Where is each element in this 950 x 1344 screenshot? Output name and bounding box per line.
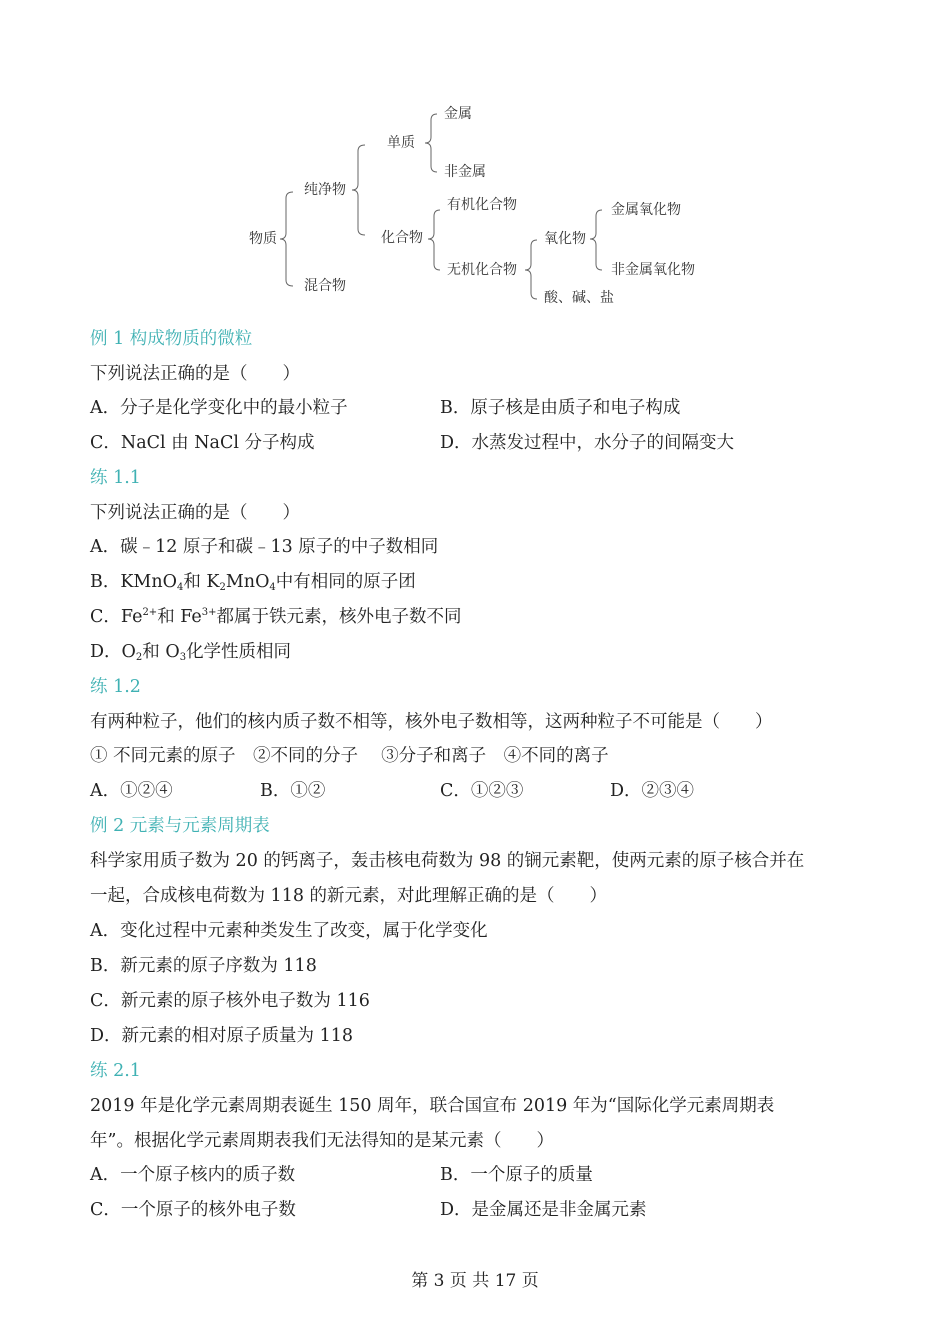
- tree-node-wuzhi: 物质: [249, 231, 277, 247]
- example-1-heading: 例 1 构成物质的微粒: [90, 329, 253, 349]
- option-c: C．①②③: [440, 781, 524, 801]
- tree-node-wuji: 无机化合物: [447, 262, 517, 278]
- example-1-options-cd: [90, 432, 950, 454]
- practice-1-2-options: [90, 780, 950, 802]
- practice-2-1-stem-line-1: 2019 年是化学元素周期表诞生 150 周年，联合国宣布 2019 年为“国际化学元素周期表: [90, 1096, 775, 1116]
- tree-node-feijinshu-yanghuawu: 非金属氧化物: [611, 262, 695, 278]
- practice-1-2-stem: 有两种粒子，他们的核内质子数不相等，核外电子数相等，这两种粒子不可能是（ ）: [90, 712, 773, 732]
- practice-1-2-items: ① 不同元素的原子 ②不同的分子 ③分子和离子 ④不同的离子: [90, 746, 609, 766]
- practice-2-1-options-ab: [90, 1164, 950, 1186]
- option-b: B．一个原子的质量: [440, 1165, 593, 1185]
- option-b: B．原子核是由质子和电子构成: [440, 398, 681, 418]
- option-b: B．新元素的原子序数为 118: [90, 956, 317, 976]
- practice-2-1-options-cd: [90, 1199, 950, 1221]
- tree-node-chunjingwu: 纯净物: [304, 182, 346, 198]
- option-b: B．①②: [260, 781, 326, 801]
- practice-1-2-heading: 练 1.2: [90, 677, 141, 697]
- tree-node-hunhewu: 混合物: [304, 278, 346, 294]
- practice-2-1-heading: 练 2.1: [90, 1061, 141, 1081]
- option-d: D．水蒸发过程中，水分子的间隔变大: [440, 433, 735, 453]
- practice-1-1-stem: 下列说法正确的是（ ）: [90, 503, 300, 523]
- example-2-stem-line-2: 一起，合成核电荷数为 118 的新元素，对此理解正确的是（ ）: [90, 886, 608, 906]
- tree-node-jinshu-yanghuawu: 金属氧化物: [611, 202, 681, 218]
- example-2-heading: 例 2 元素与元素周期表: [90, 816, 270, 836]
- tree-node-yanghuawu: 氧化物: [544, 231, 586, 247]
- tree-node-suan-jian-yan: 酸、碱、盐: [544, 290, 614, 306]
- option-a: A．分子是化学变化中的最小粒子: [90, 398, 348, 418]
- tree-node-jinshu: 金属: [444, 106, 472, 122]
- practice-2-1-stem-line-2: 年”。根据化学元素周期表我们无法得知的是某元素（ ）: [90, 1131, 554, 1151]
- tree-node-feijinshu: 非金属: [444, 164, 486, 180]
- page-footer: 第 3 页 共 17 页: [411, 1271, 539, 1291]
- option-a: A．碳﹣12 原子和碳﹣13 原子的中子数相同: [90, 537, 439, 557]
- option-d: D．是金属还是非金属元素: [440, 1200, 647, 1220]
- tree-node-danzhi: 单质: [387, 135, 415, 151]
- example-2-stem-line-1: 科学家用质子数为 20 的钙离子，轰击核电荷数为 98 的锎元素靶，使两元素的原子核合并在: [90, 851, 805, 871]
- practice-1-1-heading: 练 1.1: [90, 468, 141, 488]
- tree-node-youji: 有机化合物: [447, 197, 517, 213]
- tree-node-huahewu: 化合物: [381, 230, 423, 246]
- option-d: D．新元素的相对原子质量为 118: [90, 1026, 353, 1046]
- option-a: A．①②④: [90, 781, 173, 801]
- option-c: C．NaCl 由 NaCl 分子构成: [90, 433, 315, 453]
- option-d: D．②③④: [610, 781, 695, 801]
- option-c: C．新元素的原子核外电子数为 116: [90, 991, 370, 1011]
- option-b: B．KMnO$_4$和 $K_2MnO_4$中有相同的原子团: [90, 572, 416, 593]
- option-a: A．变化过程中元素种类发生了改变，属于化学变化: [90, 921, 488, 941]
- option-d: D．$O_2$和 $O_3$化学性质相同: [90, 642, 292, 663]
- example-1-options-ab: [90, 397, 950, 419]
- option-c: C．一个原子的核外电子数: [90, 1200, 296, 1220]
- option-a: A．一个原子核内的质子数: [90, 1165, 296, 1185]
- example-1-stem: 下列说法正确的是（ ）: [90, 364, 300, 384]
- option-c: C．$Fe^{2+}$和 $Fe^{3+}$都属于铁元素，核外电子数不同: [90, 607, 462, 627]
